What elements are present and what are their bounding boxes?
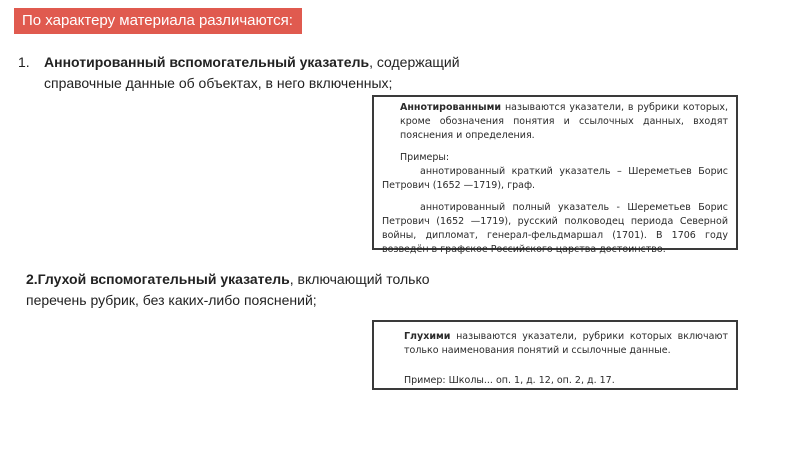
definition-paragraph (382, 101, 728, 143)
term-blind-index: 2.Глухой вспомогательный указатель (26, 271, 290, 287)
term-description-continued: перечень рубрик, без каких-либо пояснений; (26, 292, 317, 308)
term-annotated-index: Аннотированный вспомогательный указатель (44, 54, 370, 70)
example-full-annotated: аннотированный полный указатель - Шереметьев Борис Петрович (1652 —1719), русский полководец периода Северной войны, дипломат, генерал-фельдмаршал (1701). В 1706 году возведён в графское Российского царства достоинство. (382, 202, 728, 255)
annotated-index-excerpt (372, 95, 738, 255)
example-short-annotated: аннотированный краткий указатель – Шереметьев Борис Петрович (1652 —1719), граф. (382, 166, 728, 191)
definition-text: называются указатели, в рубрики которых, кроме обозначения понятия и ссылочных данных, входят пояснения и определения. (400, 102, 728, 141)
example-blind-index: Пример: Школы... оп. 1, д. 12, оп. 2, д. 17. (404, 375, 615, 386)
definition-paragraph (382, 330, 728, 358)
examples-label: Примеры: (400, 152, 450, 163)
blind-index-excerpt (372, 320, 738, 390)
term-description: , включающий только (289, 271, 430, 287)
term-description: , содержащий (369, 54, 460, 70)
definition-term: Аннотированными (400, 102, 502, 113)
list-item-line (26, 269, 430, 290)
term-description-continued: справочные данные об объектах, в него включенных; (44, 75, 393, 91)
definition-term: Глухими (404, 331, 451, 342)
list-item-line (44, 52, 460, 73)
definition-text: называются указатели, рубрики которых включают только наименования понятий и ссылочные данные. (404, 331, 728, 356)
section-heading: По характеру материала различаются: (14, 8, 302, 34)
list-item-number: 1. (18, 54, 30, 70)
